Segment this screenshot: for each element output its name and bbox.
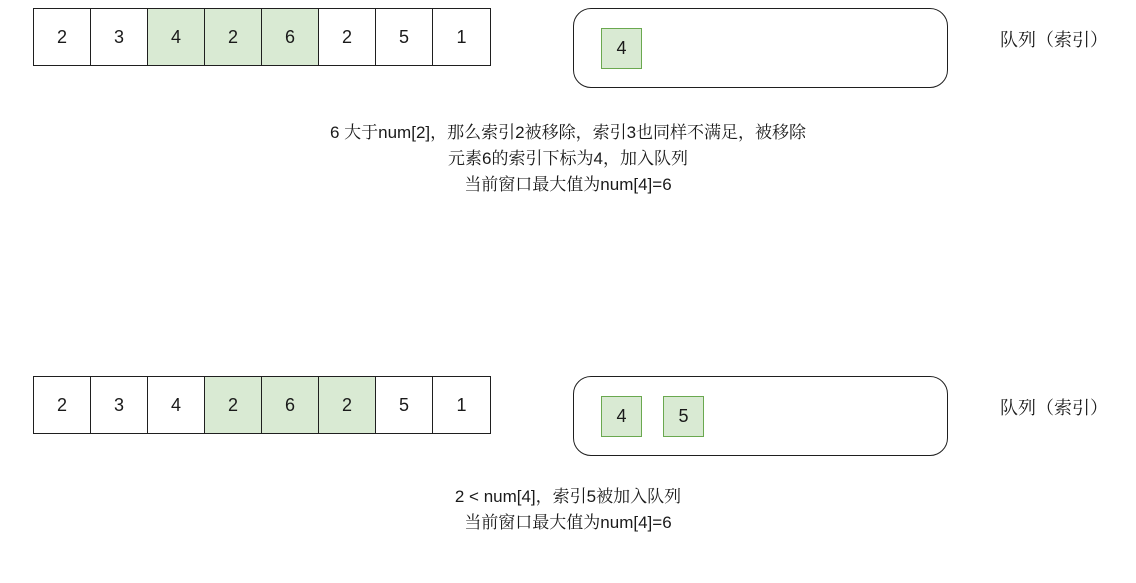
array-cell: 2	[34, 9, 91, 65]
array-cell: 6	[262, 9, 319, 65]
caption-line: 当前窗口最大值为num[4]=6	[464, 513, 672, 532]
array-cell: 2	[205, 9, 262, 65]
array-cell: 6	[262, 377, 319, 433]
step-one-queue	[573, 8, 948, 88]
array-cell: 3	[91, 9, 148, 65]
step-two-caption	[0, 484, 1136, 536]
step-one-array	[33, 8, 491, 66]
array-cell: 5	[376, 377, 433, 433]
array-cell: 2	[34, 377, 91, 433]
caption-line: 元素6的索引下标为4，加入队列	[448, 149, 688, 168]
caption-line: 6 大于num[2]，那么索引2被移除，索引3也同样不满足，被移除	[329, 123, 807, 142]
step-two-row	[0, 376, 1136, 446]
array-cell: 4	[148, 9, 205, 65]
array-cell: 4	[148, 377, 205, 433]
step-two-queue-label: 队列（索引）	[1000, 398, 1108, 418]
step-one-block	[0, 8, 1136, 194]
array-cell: 2	[319, 9, 376, 65]
step-two-block	[0, 376, 1136, 532]
step-two-array	[33, 376, 491, 434]
queue-cell: 4	[601, 396, 642, 437]
queue-cell: 4	[601, 28, 642, 69]
array-cell: 2	[319, 377, 376, 433]
step-one-queue-label: 队列（索引）	[1000, 30, 1108, 50]
array-cell: 1	[433, 377, 490, 433]
array-cell: 2	[205, 377, 262, 433]
caption-line: 当前窗口最大值为num[4]=6	[464, 175, 672, 194]
array-cell: 3	[91, 377, 148, 433]
step-two-queue	[573, 376, 948, 456]
caption-line: 2 < num[4]，索引5被加入队列	[454, 487, 682, 506]
array-cell: 1	[433, 9, 490, 65]
queue-cell: 5	[663, 396, 704, 437]
step-one-row	[0, 8, 1136, 78]
array-cell: 5	[376, 9, 433, 65]
step-one-caption	[0, 120, 1136, 198]
